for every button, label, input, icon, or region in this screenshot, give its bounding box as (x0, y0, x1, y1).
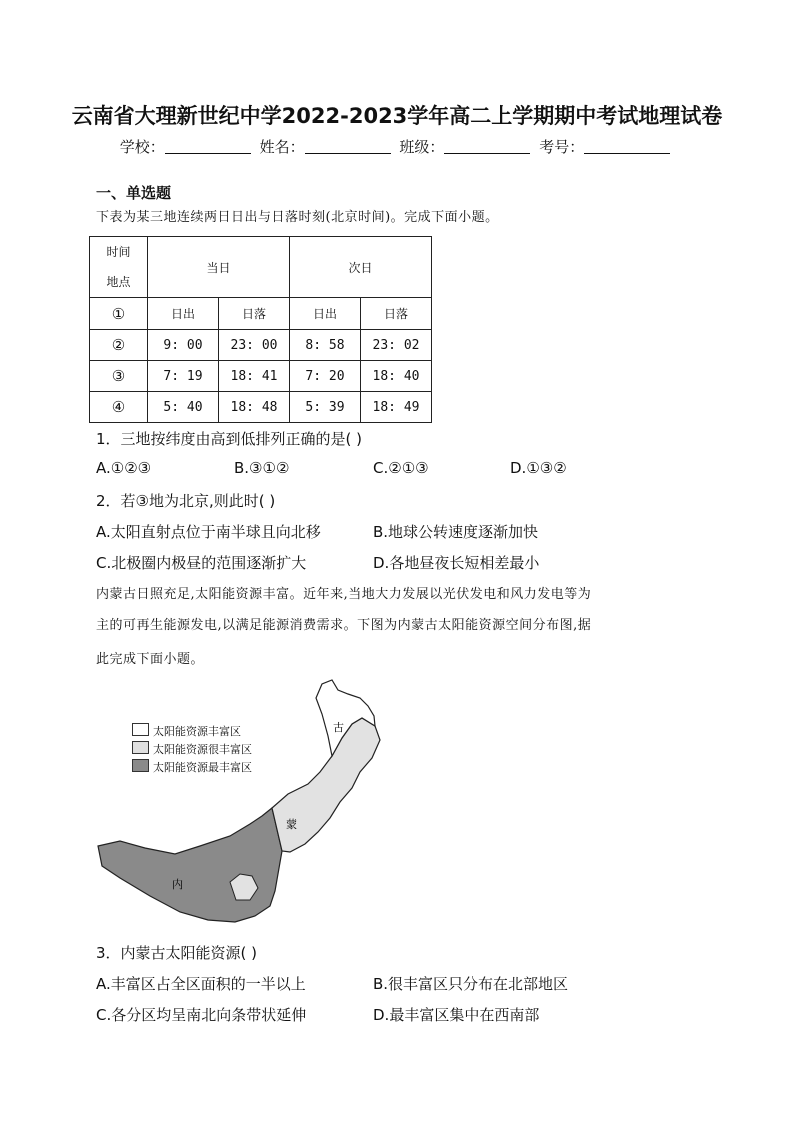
q1-option-b[interactable]: B.③①② (234, 459, 290, 477)
question-2-stem: 2．若③地为北京,则此时( ) (96, 492, 276, 510)
legend-most-rich: 太阳能资源最丰富区 (132, 759, 252, 775)
q3-option-d[interactable]: D.最丰富区集中在西南部 (373, 1006, 540, 1024)
q3-option-a[interactable]: A.丰富区占全区面积的一半以上 (96, 975, 306, 993)
question-3-stem: 3．内蒙古太阳能资源( ) (96, 944, 258, 962)
section-title: 一、单选题 (96, 184, 172, 202)
table-row: ① 日出 日落 日出 日落 (90, 298, 432, 330)
q3-option-c[interactable]: C.各分区均呈南北向条带状延伸 (96, 1006, 307, 1024)
legend-swatch-very-rich (132, 741, 149, 754)
school-blank[interactable] (165, 139, 251, 154)
legend-rich: 太阳能资源丰富区 (132, 723, 241, 739)
q1-option-d[interactable]: D.①③② (510, 459, 567, 477)
header-day1: 当日 (148, 237, 290, 298)
class-blank[interactable] (444, 139, 530, 154)
number-label: 考号： (539, 138, 585, 156)
intro-text-1: 下表为某三地连续两日日出与日落时刻(北京时间)。完成下面小题。 (96, 210, 499, 225)
sunrise-sunset-table (89, 236, 432, 423)
q1-option-c[interactable]: C.②①③ (373, 459, 429, 477)
question-1-stem: 1．三地按纬度由高到低排列正确的是( ) (96, 430, 363, 448)
number-blank[interactable] (584, 139, 670, 154)
header-day2: 次日 (290, 237, 432, 298)
q1-option-a[interactable]: A.①②③ (96, 459, 152, 477)
legend-swatch-most-rich (132, 759, 149, 772)
zone-very-rich (272, 718, 380, 852)
name-label: 姓名： (259, 138, 305, 156)
zone-most-rich (98, 808, 282, 922)
map-char-gu: 古 (333, 721, 344, 734)
table-corner: 时间 地点 (90, 237, 148, 298)
map-char-nei: 内 (172, 878, 183, 891)
map-char-meng: 蒙 (286, 818, 297, 831)
legend-very-rich: 太阳能资源很丰富区 (132, 741, 252, 757)
name-blank[interactable] (305, 139, 391, 154)
q2-option-b[interactable]: B.地球公转速度逐渐加快 (373, 523, 539, 541)
class-label: 班级： (399, 138, 445, 156)
student-info-line (0, 136, 794, 157)
inner-mongolia-solar-map (90, 676, 390, 932)
q2-option-a[interactable]: A.太阳直射点位于南半球且向北移 (96, 523, 321, 541)
intro-text-2-line2: 主的可再生能源发电,以满足能源消费需求。下图为内蒙古太阳能资源空间分布图,据 (96, 618, 592, 633)
intro-text-2-line3: 此完成下面小题。 (96, 652, 205, 667)
intro-text-2-line1: 内蒙古日照充足,太阳能资源丰富。近年来,当地大力发展以光伏发电和风力发电等为 (96, 587, 592, 602)
school-label: 学校： (119, 138, 165, 156)
table-row: ④ 5: 40 18: 48 5: 39 18: 49 (90, 392, 432, 423)
exam-title: 云南省大理新世纪中学2022-2023学年高二上学期期中考试地理试卷 (71, 104, 723, 128)
q2-option-d[interactable]: D.各地昼夜长短相差最小 (373, 554, 540, 572)
legend-swatch-rich (132, 723, 149, 736)
table-row: ③ 7: 19 18: 41 7: 20 18: 40 (90, 361, 432, 392)
q2-option-c[interactable]: C.北极圈内极昼的范围逐渐扩大 (96, 554, 307, 572)
table-row: ② 9: 00 23: 00 8: 58 23: 02 (90, 330, 432, 361)
q3-option-b[interactable]: B.很丰富区只分布在北部地区 (373, 975, 569, 993)
